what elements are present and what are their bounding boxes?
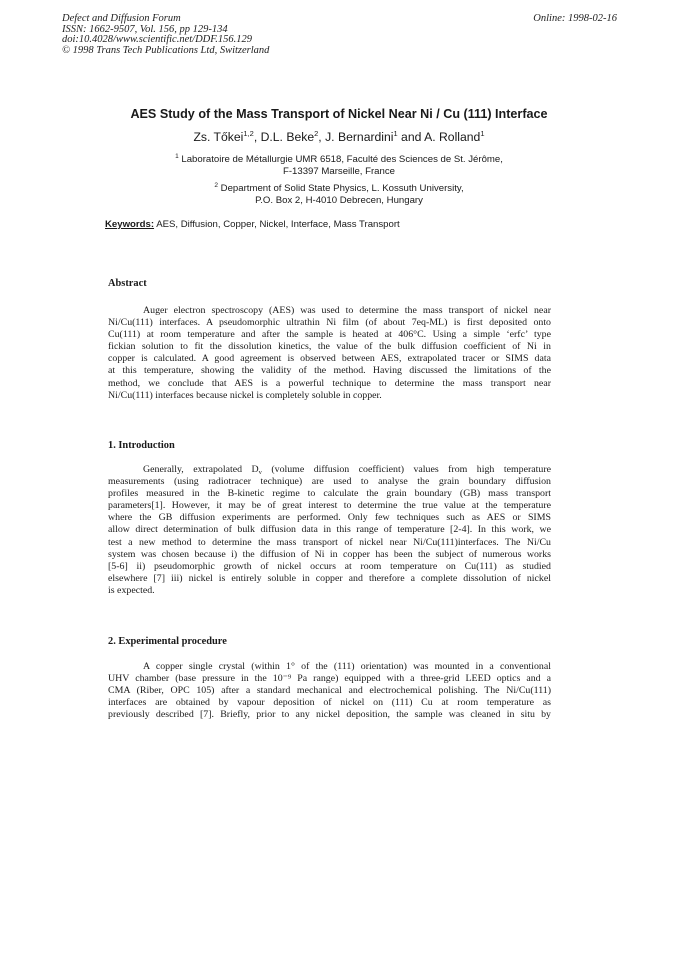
affiliation-line: F-13397 Marseille, France — [283, 166, 395, 177]
text-line: A copper single crystal (within 1° of the (111) orientation) was mounted in a conventional — [143, 661, 551, 672]
text-line: UHV chamber (base pressure in the 10⁻⁹ Pa range) equipped with a three-grid LEED optics and a — [108, 673, 551, 685]
text-line: Cu(111) at room temperature and after the sample is heated at 406°C. Using a simple ‘erfc’ type — [108, 329, 551, 341]
paper-title: AES Study of the Mass Transport of Nickel Near Ni / Cu (111) Interface — [130, 107, 548, 121]
affiliation-mark: 2 — [214, 182, 218, 189]
author-name: A. Rolland — [424, 130, 481, 144]
text-line: interfaces are obtained by vapour deposition of nickel on (111) Cu at room temperature as — [108, 697, 551, 709]
author-affiliation-mark: 1,2 — [243, 129, 254, 138]
affiliation-line: P.O. Box 2, H-4010 Debrecen, Hungary — [255, 195, 423, 206]
affiliation-1 — [0, 154, 678, 178]
author-separator: and — [397, 130, 425, 144]
subscript: v — [258, 469, 262, 476]
text-line: measurements (using radiotracer technique) are used to analyse the grain boundary diffusion — [108, 476, 551, 488]
text-line: previously described [7]. Briefly, prior to any nickel deposition, the sample was cleaned in situ by — [108, 709, 551, 721]
text-line: system was chosen because i) the diffusion of Ni in copper has been the subject of numerous works — [108, 548, 551, 560]
text-line: at this temperature, showing the validity of the method. Having discussed the limitations of the — [108, 365, 551, 377]
text-line: Auger electron spectroscopy (AES) was used to determine the mass transport of nickel near — [143, 305, 551, 316]
journal-header — [62, 14, 269, 56]
affiliation-2 — [0, 183, 678, 207]
issn-line: ISSN: 1662-9507, Vol. 156, pp 129-134 — [62, 23, 228, 35]
text-fragment: Generally, extrapolated D — [143, 464, 259, 475]
introduction-heading: 1. Introduction — [108, 440, 175, 451]
author-name: Zs. Tőkei — [193, 130, 244, 144]
abstract-text — [108, 305, 551, 402]
text-line: is expected. — [108, 584, 155, 596]
text-line: where the GB diffusion experiments are performed. Only few techniques such as AES or SIMS — [108, 512, 551, 524]
keywords-text: AES, Diffusion, Copper, Nickel, Interface, Mass Transport — [156, 219, 400, 230]
author-affiliation-mark: 1 — [393, 129, 398, 138]
text-line: copper is calculated. A good agreement is observed between AES, extrapolated tracer or SIMS data — [108, 353, 551, 365]
text-line: Ni/Cu(111) interfaces because nickel is completely soluble in copper. — [108, 389, 382, 401]
copyright-line: © 1998 Trans Tech Publications Ltd, Switzerland — [62, 44, 270, 56]
abstract-heading: Abstract — [108, 278, 147, 289]
text-line: CMA (Riber, OPC 105) after a standard mechanical and electrochemical polishing. The Ni/Cu(111) — [108, 685, 551, 697]
doi-line: doi:10.4028/www.scientific.net/DDF.156.129 — [62, 34, 253, 45]
experimental-text — [108, 661, 551, 721]
author-affiliation-mark: 1 — [480, 129, 485, 138]
text-line: method, we conclude that AES is a powerful technique to determine the mass transport near — [108, 377, 551, 389]
keywords-label: Keywords: — [105, 219, 155, 230]
text-line: test a new method to determine the mass transport of nickel near Ni/Cu(111)interfaces. The Ni/Cu — [108, 536, 551, 548]
text-line: fickian solution to fit the dissolution kinetics, the value of the bulk diffusion coefficient of Ni in — [108, 341, 551, 353]
author-affiliation-mark: 2 — [314, 129, 319, 138]
text-line: elsewhere [7] iii) nickel is entirely soluble in copper and therefore a complete dissolution of nickel — [108, 572, 551, 584]
affiliation-line: Laboratoire de Métallurgie UMR 6518, Faculté des Sciences de St. Jérôme, — [181, 154, 503, 165]
author-name: J. Bernardini — [325, 130, 394, 144]
text-line — [108, 464, 551, 476]
author-name: D.L. Beke — [260, 130, 315, 144]
journal-name: Defect and Diffusion Forum — [62, 13, 181, 24]
text-line: Ni/Cu(111) interfaces. A pseudomorphic ultrathin Ni film (of about 7eq-ML) is first deposited onto — [108, 317, 551, 329]
experimental-heading: 2. Experimental procedure — [108, 636, 227, 647]
online-date: Online: 1998-02-16 — [533, 13, 617, 24]
text-line: [5-6] ii) pseudomorphic growth of nickel occurs at room temperature on Cu(111) as studied — [108, 560, 551, 572]
author-separator: , — [318, 130, 326, 144]
affiliation-line: Department of Solid State Physics, L. Kossuth University, — [220, 183, 464, 194]
affiliation-mark: 1 — [175, 153, 179, 160]
text-fragment: (volume diffusion coefficient) values from high temperature — [261, 464, 551, 475]
introduction-text — [108, 464, 551, 597]
keywords-line — [105, 219, 400, 231]
text-line: profiles measured in the B-kinetic regime to calculate the grain boundary (GB) mass transport — [108, 488, 551, 500]
author-separator: , — [253, 130, 261, 144]
text-line: parameters[1]. However, it may be of great interest to determine the true value at the temperature — [108, 500, 551, 512]
author-list — [0, 130, 678, 144]
text-line: allow direct determination of bulk diffusion data in this range of temperature [2-4]. In this work, we — [108, 524, 551, 536]
